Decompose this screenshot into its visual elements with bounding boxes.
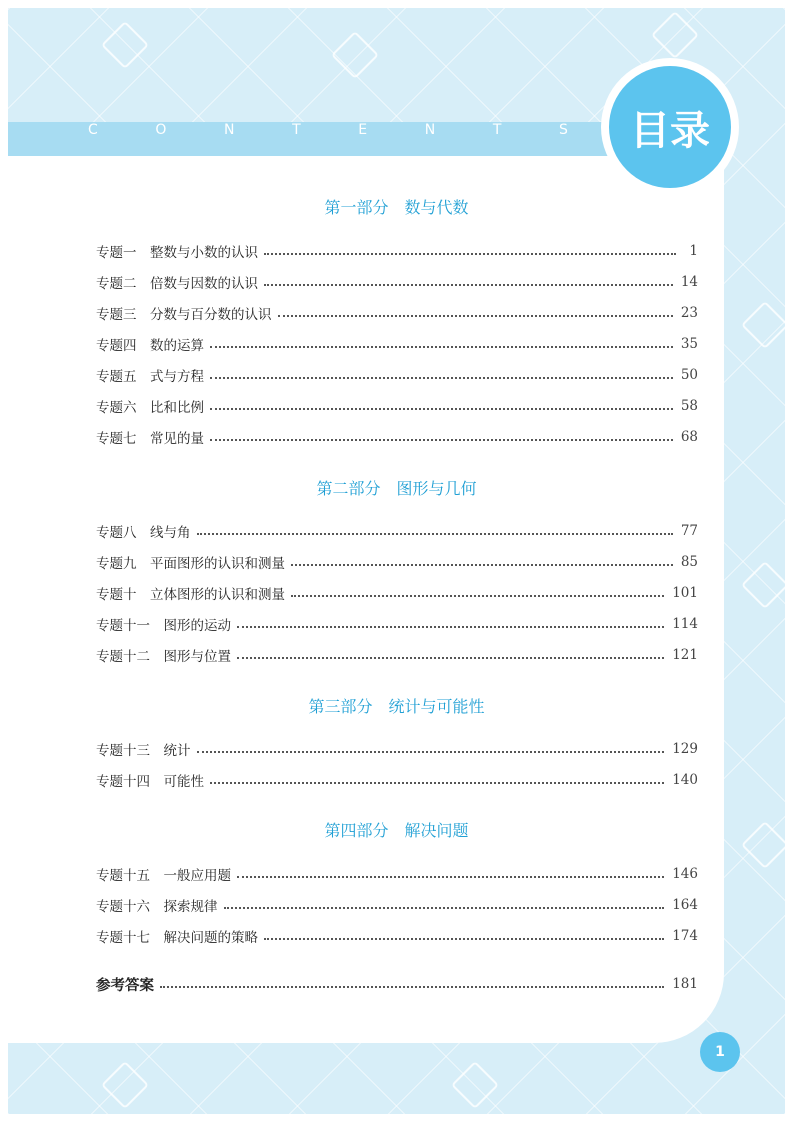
entry-page: 164 <box>672 897 698 913</box>
entry-label: 专题十三 统计 <box>96 743 191 759</box>
toc-entry[interactable] <box>96 427 698 447</box>
title-badge: 目录 <box>609 66 731 188</box>
entry-page: 77 <box>680 523 698 539</box>
contents-banner-text <box>88 122 568 142</box>
leader-dots <box>264 252 676 255</box>
answers-label: 参考答案 <box>96 977 154 994</box>
entry-label: 专题二 倍数与因数的认识 <box>96 276 258 292</box>
toc-entry[interactable] <box>96 739 698 759</box>
toc-entry[interactable] <box>96 334 698 354</box>
toc-entry[interactable] <box>96 895 698 915</box>
entry-page: 85 <box>680 554 698 570</box>
section-title: 第四部分 解决问题 <box>324 821 469 840</box>
leader-dots <box>264 283 673 286</box>
entry-page: 50 <box>680 367 698 383</box>
entry-label: 专题七 常见的量 <box>96 431 204 447</box>
entry-label: 专题十五 一般应用题 <box>96 868 231 884</box>
leader-dots <box>160 985 664 988</box>
contents-letter: C <box>88 122 98 138</box>
entry-label: 专题九 平面图形的认识和测量 <box>96 556 285 572</box>
entry-label: 专题十一 图形的运动 <box>96 618 231 634</box>
contents-letter: T <box>492 122 502 138</box>
toc-entry[interactable] <box>96 552 698 572</box>
entry-label: 专题五 式与方程 <box>96 369 204 385</box>
page-number-badge: 1 <box>700 1032 740 1072</box>
entry-label: 专题一 整数与小数的认识 <box>96 245 258 261</box>
contents-letter: N <box>424 122 436 138</box>
toc-entry[interactable] <box>96 926 698 946</box>
leader-dots <box>197 532 673 535</box>
section-title: 第一部分 数与代数 <box>324 198 469 217</box>
entry-page: 1 <box>689 243 698 259</box>
entry-page: 101 <box>672 585 698 601</box>
entry-page: 35 <box>680 336 698 352</box>
leader-dots <box>210 781 664 784</box>
toc-entry[interactable] <box>96 770 698 790</box>
entry-label: 专题六 比和比例 <box>96 400 204 416</box>
toc-entry[interactable] <box>96 241 698 261</box>
toc-entry[interactable] <box>96 614 698 634</box>
watermark-icon <box>101 1061 149 1109</box>
toc-entry[interactable] <box>96 521 698 541</box>
toc-entry[interactable] <box>96 645 698 665</box>
watermark-icon <box>331 31 379 79</box>
entry-label: 专题十七 解决问题的策略 <box>96 930 258 946</box>
entry-label: 专题十二 图形与位置 <box>96 649 231 665</box>
leader-dots <box>237 875 664 878</box>
entry-label: 专题八 线与角 <box>96 525 191 541</box>
leader-dots <box>210 407 673 410</box>
leader-dots <box>197 750 665 753</box>
watermark-icon <box>741 301 785 349</box>
leader-dots <box>237 656 664 659</box>
toc-entry[interactable] <box>96 864 698 884</box>
watermark-icon <box>741 561 785 609</box>
contents-letter: E <box>358 122 368 138</box>
leader-dots <box>210 345 673 348</box>
toc-entry[interactable] <box>96 303 698 323</box>
leader-dots <box>264 937 664 940</box>
contents-letter: O <box>155 122 167 138</box>
entry-label: 专题四 数的运算 <box>96 338 204 354</box>
toc-entry[interactable] <box>96 272 698 292</box>
section-title: 第三部分 统计与可能性 <box>308 697 485 716</box>
entry-page: 58 <box>680 398 698 414</box>
entry-page: 68 <box>680 429 698 445</box>
answers-entry[interactable] <box>96 974 698 994</box>
entry-page: 174 <box>672 928 698 944</box>
leader-dots <box>291 563 673 566</box>
leader-dots <box>278 314 673 317</box>
contents-letter: T <box>292 122 301 138</box>
contents-letter: N <box>224 122 235 138</box>
leader-dots <box>237 625 664 628</box>
leader-dots <box>210 376 673 379</box>
toc-entry[interactable] <box>96 396 698 416</box>
entry-page: 146 <box>672 866 698 882</box>
answers-page: 181 <box>672 976 698 992</box>
entry-label: 专题十 立体图形的认识和测量 <box>96 587 285 603</box>
entry-page: 129 <box>672 741 698 757</box>
entry-page: 114 <box>672 616 698 632</box>
entry-label: 专题十六 探索规律 <box>96 899 218 915</box>
entry-page: 140 <box>672 772 698 788</box>
entry-label: 专题十四 可能性 <box>96 774 204 790</box>
entry-page: 121 <box>672 647 698 663</box>
entry-page: 14 <box>680 274 698 290</box>
contents-letter: S <box>559 122 568 138</box>
entry-page: 23 <box>680 305 698 321</box>
entry-label: 专题三 分数与百分数的认识 <box>96 307 272 323</box>
toc-entry[interactable] <box>96 365 698 385</box>
watermark-icon <box>451 1061 499 1109</box>
watermark-icon <box>651 11 699 59</box>
watermark-icon <box>101 21 149 69</box>
toc-entry[interactable] <box>96 583 698 603</box>
leader-dots <box>210 438 673 441</box>
leader-dots <box>224 906 665 909</box>
leader-dots <box>291 594 664 597</box>
section-title: 第二部分 图形与几何 <box>316 479 477 498</box>
